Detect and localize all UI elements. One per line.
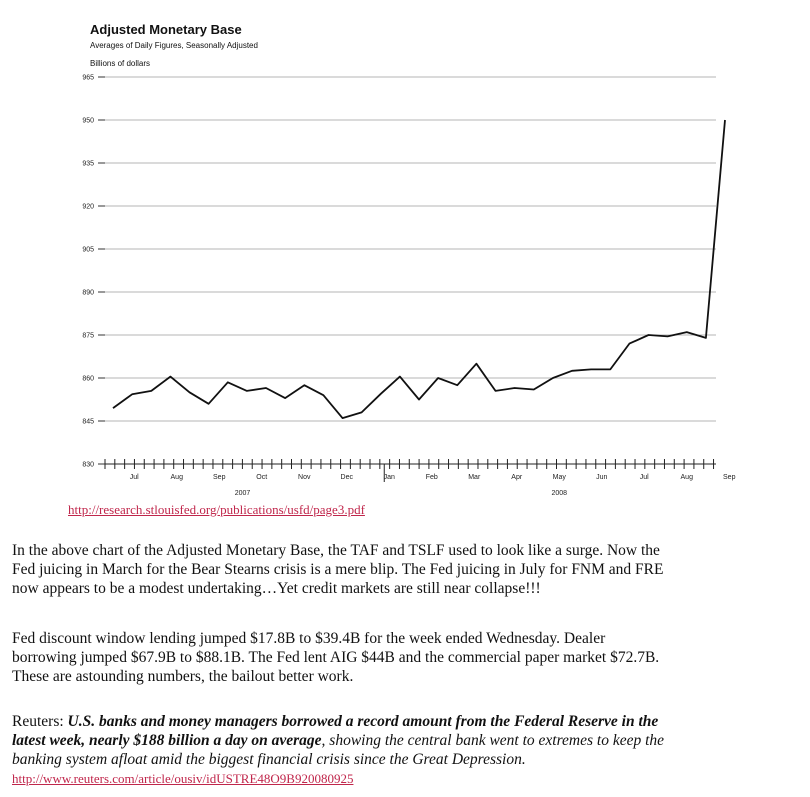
y-tick-label: 845 xyxy=(82,418,94,426)
x-tick-label: May xyxy=(552,474,566,481)
quote-italic-text: , showing the central bank went to extremes to keep the xyxy=(321,732,665,749)
paragraph-line: now appears to be a modest undertaking…Yet credit markets are still near collapse!!! xyxy=(12,580,541,597)
x-tick-label: Dec xyxy=(340,474,353,481)
x-year-label: 2007 xyxy=(234,490,251,497)
paragraph-lending-figures xyxy=(12,629,807,686)
chart-title: Adjusted Monetary Base xyxy=(90,22,242,37)
x-tick-label: Jul xyxy=(129,474,139,481)
paragraph-line: Fed discount window lending jumped $17.8B to $39.4B for the week ended Wednesday. Dealer xyxy=(12,630,606,647)
x-tick-label: Sep xyxy=(723,474,736,481)
paragraph-line: Fed juicing in March for the Bear Stearns crisis is a mere blip. The Fed juicing in July for FNM and FRE xyxy=(12,561,664,578)
x-tick-label: Jul xyxy=(639,474,649,481)
x-tick-label: Aug xyxy=(680,474,693,481)
y-tick-label: 860 xyxy=(82,375,94,383)
reuters-article-link[interactable]: http://www.reuters.com/article/ousiv/idUSTRE48O9B920080925 xyxy=(12,771,354,786)
x-tick-label: Jun xyxy=(596,474,608,481)
y-tick-label: 920 xyxy=(82,203,94,211)
series-line xyxy=(113,120,725,418)
x-tick-label: Feb xyxy=(425,474,438,481)
x-tick-label: Jan xyxy=(383,474,395,481)
quote-bold-text: latest week, nearly $188 billion a day on average xyxy=(12,732,322,749)
y-tick-label: 830 xyxy=(82,461,94,469)
paragraph-line: These are astounding numbers, the bailout better work. xyxy=(12,668,354,685)
y-tick-label: 890 xyxy=(82,289,94,297)
paragraph-line xyxy=(12,731,807,750)
paragraph-line: borrowing jumped $67.9B to $88.1B. The Fed lent AIG $44B and the commercial paper market $72.7B. xyxy=(12,649,660,666)
y-tick-label: 965 xyxy=(82,74,94,82)
x-tick-label: Apr xyxy=(511,474,523,481)
y-tick-label: 875 xyxy=(82,332,94,340)
quote-bold-text: U.S. banks and money managers borrowed a record amount from the Federal Reserve in the xyxy=(67,713,659,730)
paragraph-reuters-quote xyxy=(12,712,807,788)
paragraph-line xyxy=(12,712,807,731)
y-tick-label: 935 xyxy=(82,160,94,168)
x-year-label: 2008 xyxy=(551,490,568,497)
x-tick-label: Mar xyxy=(468,474,481,481)
y-tick-label: 950 xyxy=(82,117,94,125)
x-tick-label: Nov xyxy=(298,474,311,481)
chart-y-axis-label: Billions of dollars xyxy=(90,59,151,68)
x-tick-label: Oct xyxy=(256,474,268,481)
reuters-prefix: Reuters: xyxy=(12,713,68,730)
paragraph-line: In the above chart of the Adjusted Monetary Base, the TAF and TSLF used to look like a surge. Now the xyxy=(12,542,660,559)
chart-subtitle: Averages of Daily Figures, Seasonally Adjusted xyxy=(90,41,258,50)
x-tick-label: Aug xyxy=(170,474,183,481)
x-tick-label: Sep xyxy=(213,474,226,481)
paragraph-chart-commentary xyxy=(12,541,807,598)
source-link[interactable]: http://research.stlouisfed.org/publications/usfd/page3.pdf xyxy=(68,502,365,517)
y-tick-label: 905 xyxy=(82,246,94,254)
quote-italic-text: banking system afloat amid the biggest financial crisis since the Great Depression. xyxy=(12,751,526,768)
